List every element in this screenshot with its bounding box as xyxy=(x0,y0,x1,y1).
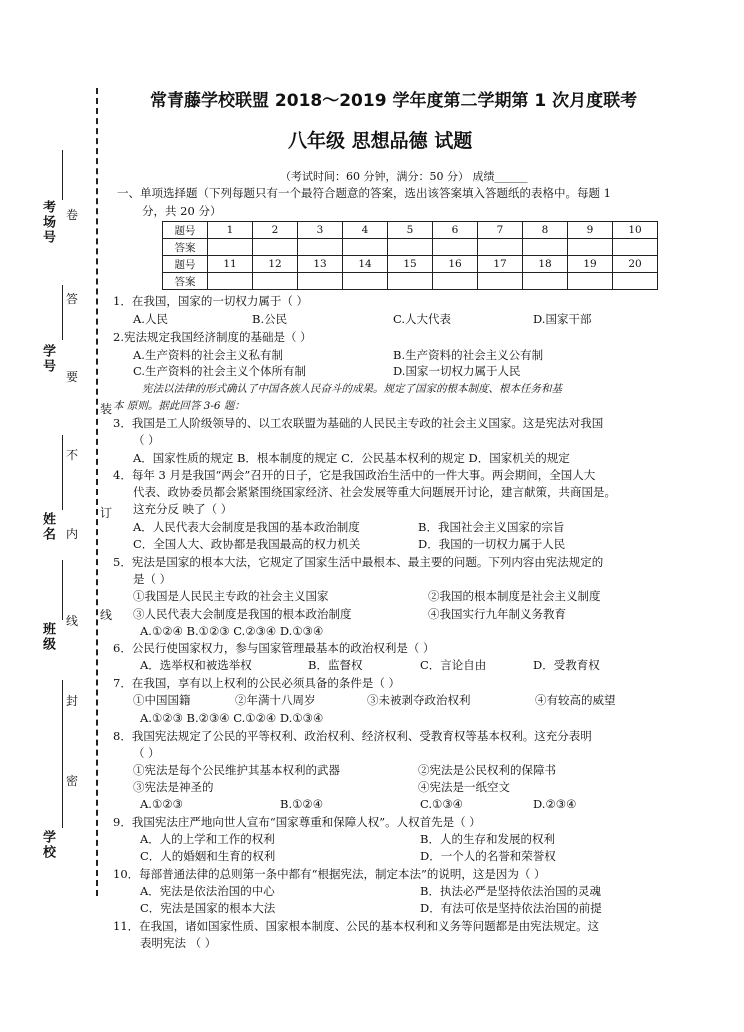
question-3: 3．我国是工人阶级领导的、以工农联盟为基础的人民民主专政的社会主义国家。这是宪法对我国 xyxy=(113,416,604,430)
section-intro-cont: 分，共 20 分） xyxy=(142,204,222,218)
seal-char: 不 xyxy=(66,448,79,462)
answer-cell[interactable] xyxy=(298,239,343,256)
option: B．执法必严是坚持依法治国的灵魂 xyxy=(420,884,601,898)
question-9: 9．我国宪法庄严地向世人宣布“国家尊重和保障人权”。人权首先是（ ） xyxy=(113,815,481,829)
table-cell: 4 xyxy=(343,222,388,239)
answer-cell[interactable] xyxy=(253,273,298,290)
option: A．国家性质的规定 B．根本制度的规定 C．公民基本权利的规定 D．国家机关的规定 xyxy=(133,451,570,465)
answer-cell[interactable] xyxy=(433,273,478,290)
binding-char: 线 xyxy=(100,608,113,622)
class-line xyxy=(62,560,63,620)
table-cell: 10 xyxy=(613,222,658,239)
statement: ②年满十八周岁 xyxy=(235,693,316,707)
option: C.人大代表 xyxy=(393,312,452,326)
question-4: 4．每年 3 月是我国“两会”召开的日子，它是我国政治生活中的一件大事。两会期间，全国人大 xyxy=(113,468,596,482)
table-cell: 7 xyxy=(478,222,523,239)
row-label: 答案 xyxy=(163,273,208,290)
seal-char: 线 xyxy=(66,614,79,628)
option: B.公民 xyxy=(252,312,288,326)
school-label: 学校 xyxy=(40,830,55,860)
option: A.生产资料的社会主义私有制 xyxy=(133,348,283,362)
option: D．有法可依是坚持依法治国的前提 xyxy=(420,901,602,915)
statement: ③宪法是神圣的 xyxy=(133,780,214,794)
option: D.国家一切权力属于人民 xyxy=(393,364,521,378)
answer-cell[interactable] xyxy=(478,239,523,256)
answer-cell[interactable] xyxy=(568,239,613,256)
answer-cell[interactable] xyxy=(208,273,253,290)
option: B．我国社会主义国家的宗旨 xyxy=(418,520,565,534)
table-cell: 6 xyxy=(433,222,478,239)
table-row xyxy=(163,256,658,273)
option: C.①③④ xyxy=(420,797,463,811)
exam-meta: （考试时间：60 分钟，满分：50 分） 成绩______ xyxy=(280,170,528,183)
table-cell: 3 xyxy=(298,222,343,239)
statement: ①宪法是每个公民维护其基本权利的武器 xyxy=(133,763,340,777)
answer-cell[interactable] xyxy=(298,273,343,290)
statement: ①我国是人民民主专政的社会主义国家 xyxy=(133,589,329,603)
school-line xyxy=(62,680,63,828)
binding-dashed-line xyxy=(96,88,98,896)
name-label: 姓名 xyxy=(40,512,55,542)
answer-cell[interactable] xyxy=(523,239,568,256)
question-5: 5．宪法是国家的根本大法，它规定了国家生活中最根本、最主要的问题。下列内容由宪法规定的 xyxy=(113,555,604,569)
statement: ②宪法是公民权利的保障书 xyxy=(418,763,556,777)
answer-cell[interactable] xyxy=(343,273,388,290)
question-10: 10．每部普通法律的总则第一条中都有“根据宪法，制定本法”的说明，这是因为（ ） xyxy=(113,867,546,881)
binding-char: 订 xyxy=(100,506,113,520)
table-cell: 15 xyxy=(388,256,433,273)
question-3-cont: （ ） xyxy=(133,433,160,447)
passage-note-cont: 本 原则。据此回答 3-6 题： xyxy=(113,400,245,412)
statement: ③未被剥夺政治权利 xyxy=(367,693,471,707)
table-cell: 20 xyxy=(613,256,658,273)
row-label: 题号 xyxy=(163,222,208,239)
answer-cell[interactable] xyxy=(433,239,478,256)
seal-char: 要 xyxy=(66,370,79,384)
option: D．受教育权 xyxy=(533,658,600,672)
passage-note: 宪法以法律的形式确认了中国各族人民奋斗的成果。规定了国家的根本制度、根本任务和基 xyxy=(142,383,562,395)
question-1: 1．在我国，国家的一切权力属于（ ） xyxy=(113,294,308,308)
answer-cell[interactable] xyxy=(568,273,613,290)
question-11: 11．在我国，诸如国家性质、国家根本制度、公民的基本权利和义务等问题都是由宪法规定。这 xyxy=(113,919,600,933)
option: C．全国人大、政协都是我国最高的权力机关 xyxy=(133,537,361,551)
table-cell: 11 xyxy=(208,256,253,273)
table-cell: 9 xyxy=(568,222,613,239)
statement: ①中国国籍 xyxy=(133,693,191,707)
table-cell: 18 xyxy=(523,256,568,273)
option: D.国家干部 xyxy=(533,312,592,326)
question-11-cont: 表明宪法 （ ） xyxy=(140,936,217,950)
class-label: 班级 xyxy=(40,622,55,652)
question-8-cont: （ ） xyxy=(133,746,160,760)
statement: ③人民代表大会制度是我国的根本政治制度 xyxy=(133,607,352,621)
option: B．人的生存和发展的权利 xyxy=(420,832,555,846)
option: D.②③④ xyxy=(533,797,577,811)
table-row xyxy=(163,273,658,290)
answer-cell[interactable] xyxy=(253,239,298,256)
statement: ④有较高的威望 xyxy=(535,693,616,707)
table-cell: 14 xyxy=(343,256,388,273)
table-row xyxy=(163,222,658,239)
answer-cell[interactable] xyxy=(523,273,568,290)
exam-room-label: 考场号 xyxy=(40,200,55,245)
question-6: 6．公民行使国家权力，参与国家管理最基本的政治权利是（ ） xyxy=(113,641,435,655)
seal-char: 内 xyxy=(66,527,79,541)
question-2: 2.宪法规定我国经济制度的基础是（ ） xyxy=(113,330,312,344)
question-7: 7．在我国，享有以上权利的公民必须具备的条件是（ ） xyxy=(113,676,400,690)
answer-cell[interactable] xyxy=(478,273,523,290)
option: A．人民代表大会制度是我国的基本政治制度 xyxy=(133,520,360,534)
option: C．宪法是国家的根本大法 xyxy=(140,901,276,915)
table-cell: 17 xyxy=(478,256,523,273)
answer-cell[interactable] xyxy=(343,239,388,256)
binding-char: 装 xyxy=(100,402,113,416)
question-5-cont: 是（ ） xyxy=(133,572,172,586)
student-id-label: 学号 xyxy=(40,344,55,374)
options-row: A.①②③ B.②③④ C.①②④ D.①③④ xyxy=(140,711,324,725)
option: A.人民 xyxy=(133,312,168,326)
option: A．人的上学和工作的权利 xyxy=(140,832,275,846)
option: B.①②④ xyxy=(280,797,324,811)
seal-char: 卷 xyxy=(66,208,79,222)
table-cell: 13 xyxy=(298,256,343,273)
question-8: 8．我国宪法规定了公民的平等权利、政治权利、经济权利、受教育权等基本权利。这充分表明 xyxy=(113,729,592,743)
table-cell: 12 xyxy=(253,256,298,273)
exam-room-line xyxy=(62,150,63,200)
table-cell: 2 xyxy=(253,222,298,239)
student-id-line xyxy=(62,285,63,340)
option: A．宪法是依法治国的中心 xyxy=(140,884,275,898)
option: B.生产资料的社会主义公有制 xyxy=(393,348,544,362)
row-label: 题号 xyxy=(163,256,208,273)
statement: ②我国的根本制度是社会主义制度 xyxy=(428,589,601,603)
options-row: A.①②④ B.①②③ C.②③④ D.①③④ xyxy=(140,624,324,638)
statement: ④我国实行九年制义务教育 xyxy=(428,607,566,621)
answer-table xyxy=(162,221,658,290)
option: C.生产资料的社会主义个体所有制 xyxy=(133,364,307,378)
table-cell: 1 xyxy=(208,222,253,239)
table-cell: 5 xyxy=(388,222,433,239)
option: D．一个人的名誉和荣誉权 xyxy=(420,849,556,863)
answer-cell[interactable] xyxy=(613,273,658,290)
question-4-cont: 代表、政协委员都会紧紧围绕国家经济、社会发展等重大问题展开讨论，建言献策，共商国是。 xyxy=(133,485,616,499)
option: A.①②③ xyxy=(140,797,183,811)
name-line xyxy=(62,435,63,510)
table-cell: 8 xyxy=(523,222,568,239)
table-row xyxy=(163,239,658,256)
option: B．监督权 xyxy=(308,658,363,672)
seal-char: 封 xyxy=(66,694,79,708)
answer-cell[interactable] xyxy=(613,239,658,256)
answer-cell[interactable] xyxy=(388,273,433,290)
table-cell: 19 xyxy=(568,256,613,273)
option: D．我国的一切权力属于人民 xyxy=(418,537,566,551)
option: C．人的婚姻和生育的权利 xyxy=(140,849,276,863)
table-cell: 16 xyxy=(433,256,478,273)
answer-cell[interactable] xyxy=(388,239,433,256)
question-4-cont: 这充分反 映了（ ） xyxy=(133,502,233,516)
statement: ④宪法是一纸空文 xyxy=(418,780,510,794)
option: A．选举权和被选举权 xyxy=(140,658,252,672)
seal-char: 密 xyxy=(66,774,79,788)
exam-subtitle: 八年级 思想品德 试题 xyxy=(288,130,473,152)
exam-title: 常青藤学校联盟 2018～2019 学年度第二学期第 1 次月度联考 xyxy=(150,91,638,111)
answer-cell[interactable] xyxy=(208,239,253,256)
option: C．言论自由 xyxy=(420,658,487,672)
row-label: 答案 xyxy=(163,239,208,256)
section-intro: 一、单项选择题（下列每题只有一个最符合题意的答案，选出该答案填入答题纸的表格中。每题 1 xyxy=(117,186,611,200)
seal-char: 答 xyxy=(66,292,79,306)
